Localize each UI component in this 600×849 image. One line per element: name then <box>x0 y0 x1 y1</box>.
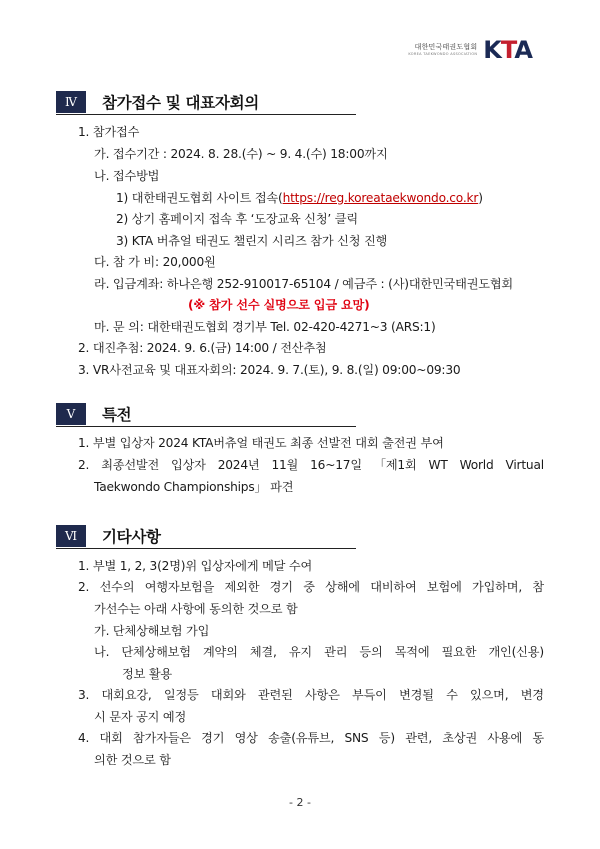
misc-2-consent-continued: 정보 활용 <box>122 667 172 681</box>
item-draw: 2. 대진추첨: 2024. 9. 6.(금) 14:00 / 전산추첨 <box>78 341 327 355</box>
misc-4: 4. 대회 참가자들은 경기 영상 송출(유튜브, SNS 등) 관련, 초상권 사용에 동 <box>78 731 544 745</box>
logo-text <box>408 43 477 57</box>
item-bank-account: 라. 입금계좌: 하나은행 252-910017-65104 / 예금주 : (사)대한민국태권도협회 <box>94 277 513 291</box>
misc-2-consent: 나. 단체상해보험 계약의 체결, 유지 관리 등의 목적에 필요한 개인(신용) <box>94 645 544 659</box>
section-number: Ⅴ <box>56 403 86 425</box>
method-step-1: 1) 대한태권도협회 사이트 접속(https://reg.koreataekwondo.co.kr) <box>116 191 483 205</box>
misc-1: 1. 부별 1, 2, 3(2명)위 입상자에게 메달 수여 <box>78 559 313 573</box>
item-registration-method: 나. 접수방법 <box>94 169 160 183</box>
misc-2: 2. 선수의 여행자보험을 제외한 경기 중 상해에 대비하여 보험에 가입하며, 참 <box>78 580 544 594</box>
section-4-header <box>56 90 356 115</box>
kta-logo-mark: KTA <box>483 36 532 64</box>
benefit-2: 2. 최종선발전 입상자 2024년 11월 16~17일 「제1회 WT World Virtual <box>78 458 544 472</box>
section-number: Ⅳ <box>56 91 86 113</box>
method-step-3: 3) KTA 버츄얼 태권도 챌린지 시리즈 참가 신청 진행 <box>116 234 388 248</box>
item-fee: 다. 참 가 비: 20,000원 <box>94 255 216 269</box>
item-registration: 1. 참가접수 <box>78 125 140 139</box>
section-6-header <box>56 524 356 549</box>
section-title: 특전 <box>102 406 132 424</box>
logo-org-english: KOREA TAEKWONDO ASSOCIATION <box>408 52 478 56</box>
section-title: 기타사항 <box>102 528 161 546</box>
logo-org-korean: 대한민국태권도협회 <box>414 43 478 51</box>
section-title: 참가접수 및 대표자회의 <box>102 94 259 112</box>
misc-3: 3. 대회요강, 일정등 대회와 관련된 사항은 부득이 변경될 수 있으며, 변경 <box>78 688 544 702</box>
benefit-2-continued: Taekwondo Championships」 파견 <box>94 480 294 494</box>
misc-2-insurance: 가. 단체상해보험 가입 <box>94 624 210 638</box>
misc-4-continued: 의한 것으로 함 <box>94 753 171 767</box>
registration-site-link[interactable]: https://reg.koreataekwondo.co.kr <box>282 191 479 205</box>
item-registration-period: 가. 접수기간 : 2024. 8. 28.(수) ~ 9. 4.(수) 18:00까지 <box>94 147 388 161</box>
kta-logo <box>408 38 532 62</box>
item-vr-briefing: 3. VR사전교육 및 대표자회의: 2024. 9. 7.(토), 9. 8.(일) 09:00~09:30 <box>78 363 461 377</box>
item-inquiry: 마. 문 의: 대한태권도협회 경기부 Tel. 02-420-4271~3 (ARS:1) <box>94 320 436 334</box>
method-step-2: 2) 상기 홈페이지 접속 후 ‘도장교육 신청’ 클릭 <box>116 212 358 226</box>
misc-2-continued: 가선수는 아래 사항에 동의한 것으로 함 <box>94 602 298 616</box>
section-5-header <box>56 402 356 427</box>
misc-3-continued: 시 문자 공지 예정 <box>94 710 187 724</box>
section-number: Ⅵ <box>56 525 86 547</box>
benefit-1: 1. 부별 입상자 2024 KTA버츄얼 태권도 최종 선발전 대회 출전권 부여 <box>78 436 444 450</box>
page-number: - 2 - <box>289 796 311 809</box>
deposit-name-notice: (※ 참가 선수 실명으로 입금 요망) <box>188 298 370 312</box>
